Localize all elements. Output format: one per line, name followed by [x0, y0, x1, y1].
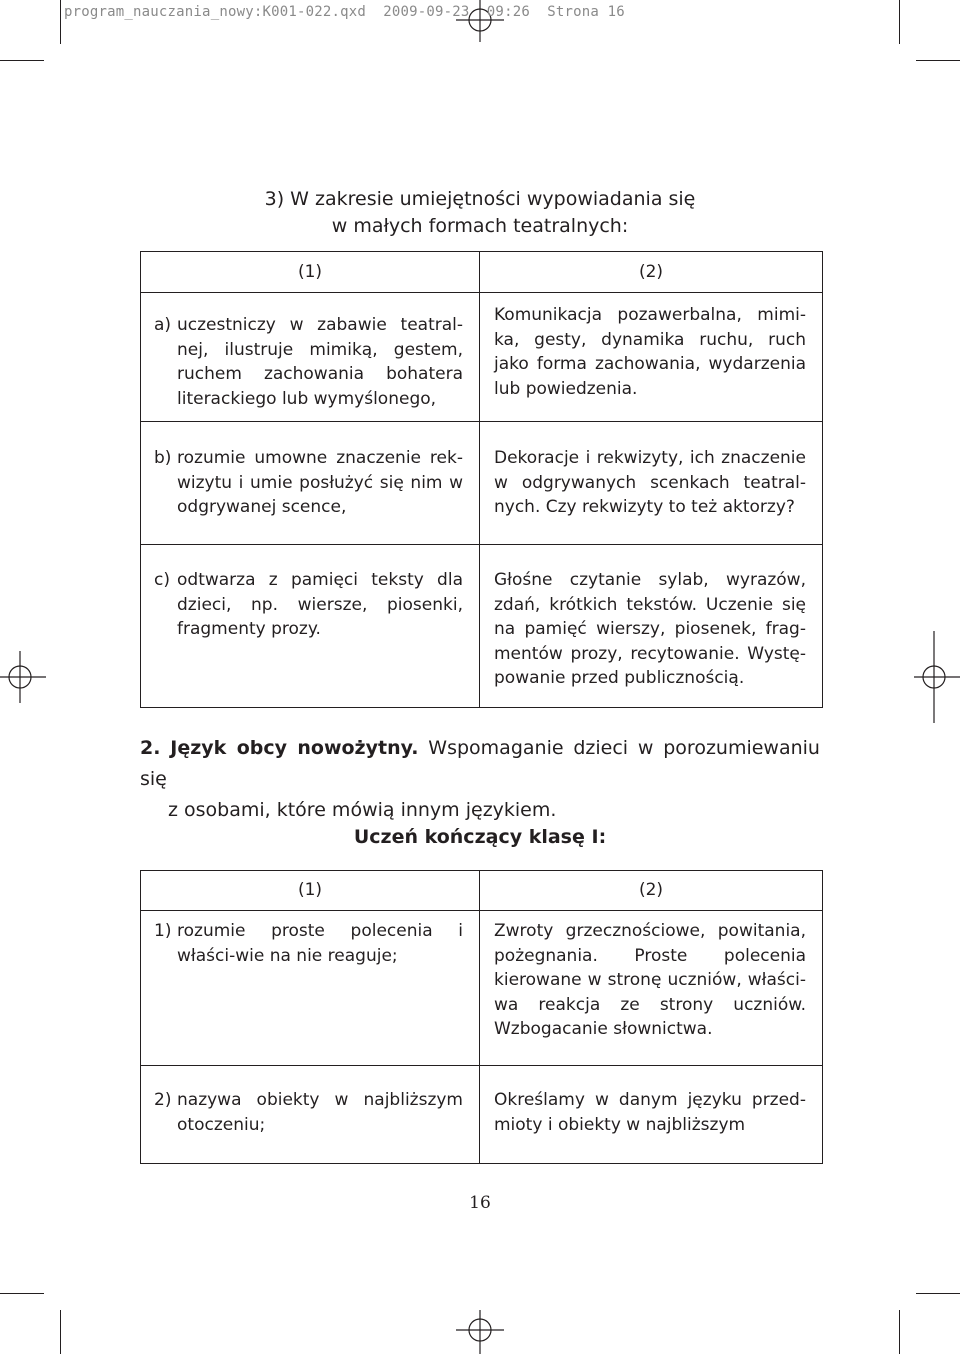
table-row — [141, 1066, 823, 1164]
section-title: Język obcy nowożytny. — [170, 737, 419, 759]
item-label: a) — [154, 315, 172, 335]
table-cell — [141, 911, 480, 1066]
table-cell — [141, 545, 480, 708]
print-slug: program_nauczania_nowy:K001-022.qxd 2009-09-23 09:26 Strona 16 — [64, 4, 625, 20]
section-text: z osobami, które mówią innym językiem. — [168, 799, 557, 821]
item-text: Określamy w danym języku przed-mioty i obiekty w najbliższym — [494, 1090, 806, 1135]
table-cell — [480, 293, 823, 422]
crop-mark — [916, 60, 960, 61]
table-header-row — [141, 252, 823, 293]
item-text: nazywa obiekty w najbliższym otoczeniu; — [177, 1090, 463, 1135]
item-text: Komunikacja pozawerbalna, mimi-ka, gesty, dynamika ruchu, ruch jako forma zachowania, wydarzenia lub powiedzenia. — [494, 305, 806, 399]
section-text: Wspomaganie dzieci w porozumiewaniu się — [140, 737, 820, 790]
column-header: (2) — [480, 252, 823, 293]
registration-mark-icon — [456, 1310, 504, 1354]
item-label: 1) — [154, 921, 172, 941]
table-header-row — [141, 871, 823, 911]
crop-mark — [60, 0, 61, 44]
item-text: Głośne czytanie sylab, wyrazów, zdań, krótkich tekstów. Uczenie się na pamięć wierszy, piosenek, frag-mentów prozy, recytowanie. Wystę-powanie przed publicznością. — [494, 570, 806, 688]
subheading: Uczeń kończący klasę I: — [353, 826, 607, 848]
heading-line: w małych formach teatralnych: — [331, 215, 629, 237]
table-cell — [480, 422, 823, 545]
section-heading — [140, 186, 820, 240]
section-number: 2. — [140, 737, 161, 759]
item-label: c) — [154, 570, 170, 590]
column-header: (1) — [141, 252, 480, 293]
heading-line: 3) W zakresie umiejętności wypowiadania się — [264, 188, 696, 210]
crop-mark — [0, 60, 44, 61]
registration-mark-icon — [914, 631, 960, 723]
item-text: odtwarza z pamięci teksty dla dzieci, np. wiersze, piosenki, fragmenty prozy. — [177, 570, 463, 639]
column-header: (1) — [141, 871, 480, 911]
registration-mark-icon — [0, 651, 46, 703]
table-row — [141, 911, 823, 1066]
item-label: b) — [154, 448, 172, 468]
item-text: rozumie proste polecenia i właści-wie na nie reaguje; — [177, 921, 463, 966]
language-table — [140, 870, 823, 1164]
table-cell — [141, 422, 480, 545]
page-number: 16 — [469, 1193, 491, 1213]
column-header: (2) — [480, 871, 823, 911]
table-cell — [141, 1066, 480, 1164]
item-label: 2) — [154, 1090, 172, 1110]
table-cell — [480, 545, 823, 708]
table-row — [141, 545, 823, 708]
crop-mark — [60, 1310, 61, 1354]
table-cell — [480, 911, 823, 1066]
skills-table — [140, 251, 823, 708]
section-paragraph — [140, 733, 820, 826]
item-text: Dekoracje i rekwizyty, ich znaczenie w odgrywanych scenkach teatral-nych. Czy rekwizyty to też aktorzy? — [494, 448, 806, 517]
crop-mark — [899, 1310, 900, 1354]
table-row — [141, 422, 823, 545]
crop-mark — [916, 1293, 960, 1294]
item-text: uczestniczy w zabawie teatral-nej, ilustruje mimiką, gestem, ruchem zachowania bohatera literackiego lub wymyślonego, — [177, 315, 463, 409]
crop-mark — [0, 1293, 44, 1294]
item-text: rozumie umowne znaczenie rek-wizytu i umie posłużyć się nim w odgrywanej scence, — [177, 448, 463, 517]
item-text: Zwroty grzecznościowe, powitania, pożegnania. Proste polecenia kierowane w stronę uczniów, właści-wa reakcja ze strony uczniów. Wzbogacanie słownictwa. — [494, 921, 806, 1039]
table-row — [141, 293, 823, 422]
crop-mark — [899, 0, 900, 44]
table-cell — [141, 293, 480, 422]
table-cell — [480, 1066, 823, 1164]
